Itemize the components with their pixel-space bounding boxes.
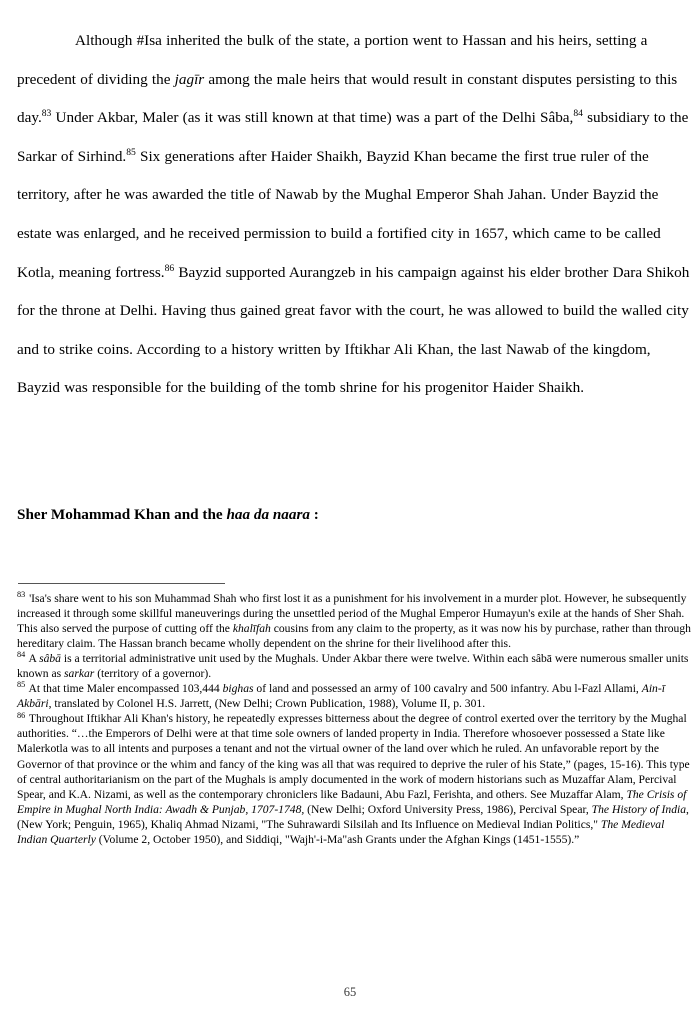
footnote-85 (17, 681, 693, 711)
text-run: : (310, 506, 319, 523)
text-run: Bayzid supported Aurangzeb in his campaign against his elder brother Dara Shikoh for the throne at Delhi. Having thus gained great favor with the court, he was allowed to build the walled city and to strike coins. According to a history written by Iftikhar Ali Khan, the last Nawab of the kingdom, Bayzid was responsible for the building of the tomb shrine for his progenitor Haider Shaikh. (17, 263, 690, 397)
footnote-reference-84[interactable]: 84 (573, 108, 583, 120)
text-run: , translated by Colonel H.S. Jarrett, (New Delhi; Crown Publication, 1988), Volume II, p. 301. (48, 697, 486, 711)
text-run: (New Delhi; Oxford University Press, 1986), Percival Spear, (304, 802, 592, 816)
emphasis-text: The Crisis of Empire in Mughal North India: Awadh & Punjab, 1707-1748, (17, 787, 687, 816)
body-paragraph (17, 22, 690, 408)
emphasis-text: sarkar (64, 667, 95, 681)
footnote-marker-85: 85 (17, 680, 26, 690)
text-run: Under Akbar, Maler (as it was still known at that time) was a part of the Delhi Sâba, (51, 109, 574, 127)
footnote-marker-83: 83 (17, 590, 26, 600)
emphasis-text: haa da naara (226, 506, 310, 523)
text-run: Throughout Iftikhar Ali Khan's history, he repeatedly expresses bitterness about the degree of control exerted over the territory by the Mughal authorities. “…the Emperors of Delhi were at that time sole owners of landed property in India. Therefore whosoever possessed a State like Malerkotla was to all intents and purposes a tenant and not the virtual owner of the land over which he ruled. An unfavorable report by the Governor of that province or the whim and fancy of the king was all that was required to deprive the ruler of his State,” (pages, 15-16). This type of central authoritarianism on the part of the Mughals is amply documented in the work of modern historians such as Muzaffar Alam, Percival Spear, and K.A. Nizami, as well as the contemporary chroniclers like Badauni, Abu Fazl, Ferishta, and others. See Muzaffar Alam, (17, 712, 690, 801)
footnotes-block (17, 591, 693, 847)
emphasis-text: The Medieval Indian Quarterly (17, 817, 665, 846)
text-run: cousins from any claim to the property, as it was now his by purchase, rather than through hereditary claim. The Hassan branch became wholly dependent on the shrine for their livelihood after this. (17, 622, 691, 651)
text-run: among the male heirs that would result in constant disputes persisting to this day. (17, 70, 678, 127)
text-run: subsidiary to the Sarkar of Sirhind. (17, 109, 689, 165)
body-text-block (17, 22, 690, 408)
footnote-separator-rule (18, 583, 225, 584)
footnote-84 (17, 651, 693, 681)
footnote-marker-84: 84 (17, 650, 26, 660)
text-run: is a territorial administrative unit used by the Mughals. Under Akbar there were twelve. Within each sâbā were numerous smaller units known as (17, 652, 689, 681)
emphasis-text: sâbā (39, 652, 61, 666)
text-run: (territory of a governor). (94, 667, 212, 681)
text-run: Six generations after Haider Shaikh, Bayzid Khan became the first true ruler of the territory, after he was awarded the title of Nawab by the Mughal Emperor Shah Jahan. Under Bayzid the estate was enlarged, and he received permission to build a fortified city in 1657, which came to be called Kotla, meaning fortress. (17, 147, 661, 281)
emphasis-text: jagīr (174, 70, 205, 88)
footnote-reference-83[interactable]: 83 (41, 108, 52, 120)
text-run: Although #Isa inherited the bulk of the state, a portion went to Hassan and his heirs, setting a precedent of dividing the (17, 32, 648, 88)
text-run: of land and possessed an army of 100 cavalry and 500 infantry. Abu l-Fazl Allami, (253, 682, 642, 696)
footnote-86 (17, 711, 693, 846)
text-run: A (26, 652, 40, 666)
text-run: At that time Maler encompassed 103,444 (26, 682, 223, 696)
text-run: , (New York; Penguin, 1965), Khaliq Ahmad Nizami, "The Suhrawardi Silsilah and Its Influence on Medieval Indian Politics," (17, 802, 689, 831)
page-number: 65 (343, 985, 357, 999)
footnote-83 (17, 591, 693, 651)
text-run: (Volume 2, October 1950), and Siddiqi, "Wajh'-i-Ma"ash Grants under the Afghan Kings (1451-1555).” (98, 832, 580, 846)
footnote-marker-86: 86 (17, 710, 26, 720)
emphasis-text: khalīfah (232, 622, 271, 636)
emphasis-text: bighas (222, 682, 254, 696)
footnote-reference-85[interactable]: 85 (126, 146, 136, 158)
emphasis-text: The History of India (591, 802, 687, 816)
footnote-reference-86[interactable]: 86 (164, 262, 175, 274)
text-run: Sher Mohammad Khan and the (17, 506, 227, 523)
text-run: 'Isa's share went to his son Muhammad Shah who first lost it as a punishment for his involvement in a murder plot. However, he subsequently increased it through some skillful maneuverings during the unsettled period of the Mughal Emperor Humayun's exile at the hands of Sher Shah. This also served the purpose of cutting off the (17, 592, 687, 636)
emphasis-text: Ain-ī Akbāri (17, 682, 665, 711)
section-heading (17, 505, 690, 525)
